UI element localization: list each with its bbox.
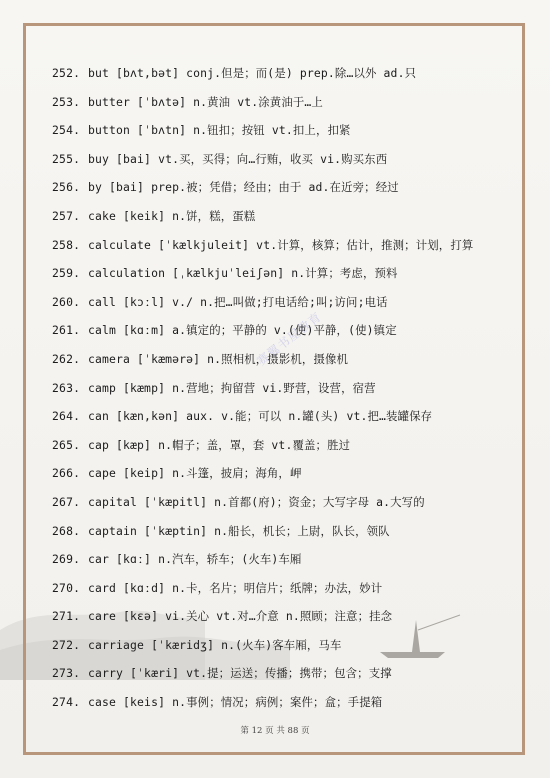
entry-number: 260.	[52, 294, 81, 309]
list-item	[0, 431, 550, 460]
entry-number: 255.	[52, 151, 81, 166]
entry-text: call [kɔːl] v./ n.把…叫做;打电话给;叫;访问;电话	[88, 294, 388, 309]
list-item	[0, 259, 550, 288]
entry-number: 272.	[52, 637, 81, 652]
entry-text: calm [kɑːm] a.镇定的；平静的 v.(使)平静，(使)镇定	[88, 323, 397, 338]
entry-text: car [kɑː] n.汽车，轿车；(火车)车厢	[88, 552, 302, 567]
entry-text: camera [ˈkæmərə] n.照相机，摄影机，摄像机	[88, 351, 349, 366]
entry-text: cape [keip] n.斗篷，披肩；海角，岬	[88, 466, 302, 481]
entry-number: 271.	[52, 609, 81, 624]
watermark: 赛翼书屋教育	[254, 309, 325, 369]
vocabulary-list	[0, 59, 550, 717]
entry-number: 270.	[52, 580, 81, 595]
entry-number: 262.	[52, 351, 81, 366]
entry-number: 266.	[52, 466, 81, 481]
entry-text: but [bʌt,bət] conj.但是；而(是) prep.除…以外 ad.只	[88, 66, 417, 80]
entry-number: 265.	[52, 437, 81, 452]
entry-number: 257.	[52, 208, 81, 223]
entry-number: 261.	[52, 323, 81, 338]
list-item	[0, 202, 550, 231]
entry-text: calculate [ˈkælkjuleit] vt.计算，核算；估计，推测；计划，打算	[88, 237, 474, 252]
list-item	[0, 631, 550, 660]
entry-number: 267.	[52, 494, 81, 509]
entry-number: 256.	[52, 180, 81, 195]
entry-text: carriage [ˈkæridʒ] n.(火车)客车厢，马车	[88, 637, 342, 652]
entry-text: butter [ˈbʌtə] n.黄油 vt.涂黄油于…上	[88, 94, 323, 109]
list-item	[0, 688, 550, 717]
entry-text: can [kæn,kən] aux. v.能；可以 n.罐(头) vt.把…装罐保存	[88, 409, 433, 424]
entry-text: button [ˈbʌtn] n.钮扣；按钮 vt.扣上，扣紧	[88, 123, 351, 138]
entry-text: calculation [ˌkælkjuˈleiʃən] n.计算；考虑，预料	[88, 266, 398, 281]
entry-text: cap [kæp] n.帽子；盖，罩，套 vt.覆盖；胜过	[88, 437, 351, 452]
entry-text: care [kɛə] vi.关心 vt.对…介意 n.照顾；注意；挂念	[88, 609, 393, 624]
entry-text: by [bai] prep.被；凭借；经由；由于 ad.在近旁；经过	[88, 180, 399, 195]
list-item	[0, 116, 550, 145]
list-item	[0, 459, 550, 488]
list-item	[0, 374, 550, 403]
entry-text: card [kɑːd] n.卡，名片；明信片；纸牌；办法，妙计	[88, 580, 383, 595]
list-item	[0, 517, 550, 546]
entry-text: camp [kæmp] n.营地；拘留营 vi.野营，设营，宿营	[88, 380, 376, 395]
entry-number: 269.	[52, 552, 81, 567]
page-footer: 第 12 页 共 88 页	[240, 726, 310, 736]
list-item	[0, 545, 550, 574]
list-item	[0, 288, 550, 317]
list-item	[0, 173, 550, 202]
list-item	[0, 488, 550, 517]
entry-number: 273.	[52, 666, 81, 681]
entry-number: 252.	[52, 66, 81, 80]
entry-text: case [keis] n.事例；情况；病例；案件；盒；手提箱	[88, 695, 383, 710]
entry-text: buy [bai] vt.买，买得；向…行贿，收买 vi.购买东西	[88, 151, 388, 166]
list-item	[0, 145, 550, 174]
entry-number: 263.	[52, 380, 81, 395]
list-item	[0, 659, 550, 688]
list-item	[0, 402, 550, 431]
entry-text: carry [ˈkæri] vt.提；运送；传播；携带；包含；支撑	[88, 666, 392, 681]
entry-text: cake [keik] n.饼，糕，蛋糕	[88, 208, 256, 223]
entry-number: 268.	[52, 523, 81, 538]
entry-number: 258.	[52, 237, 81, 252]
entry-text: capital [ˈkæpitl] n.首都(府)；资金；大写字母 a.大写的	[88, 494, 425, 509]
list-item	[0, 59, 550, 88]
list-item	[0, 602, 550, 631]
list-item	[0, 231, 550, 260]
list-item	[0, 574, 550, 603]
entry-number: 259.	[52, 266, 81, 281]
list-item	[0, 88, 550, 117]
entry-number: 254.	[52, 123, 81, 138]
list-item	[0, 316, 550, 345]
list-item	[0, 345, 550, 374]
entry-number: 264.	[52, 409, 81, 424]
entry-number: 274.	[52, 695, 81, 710]
entry-text: captain [ˈkæptin] n.船长，机长；上尉，队长，领队	[88, 523, 390, 538]
entry-number: 253.	[52, 94, 81, 109]
